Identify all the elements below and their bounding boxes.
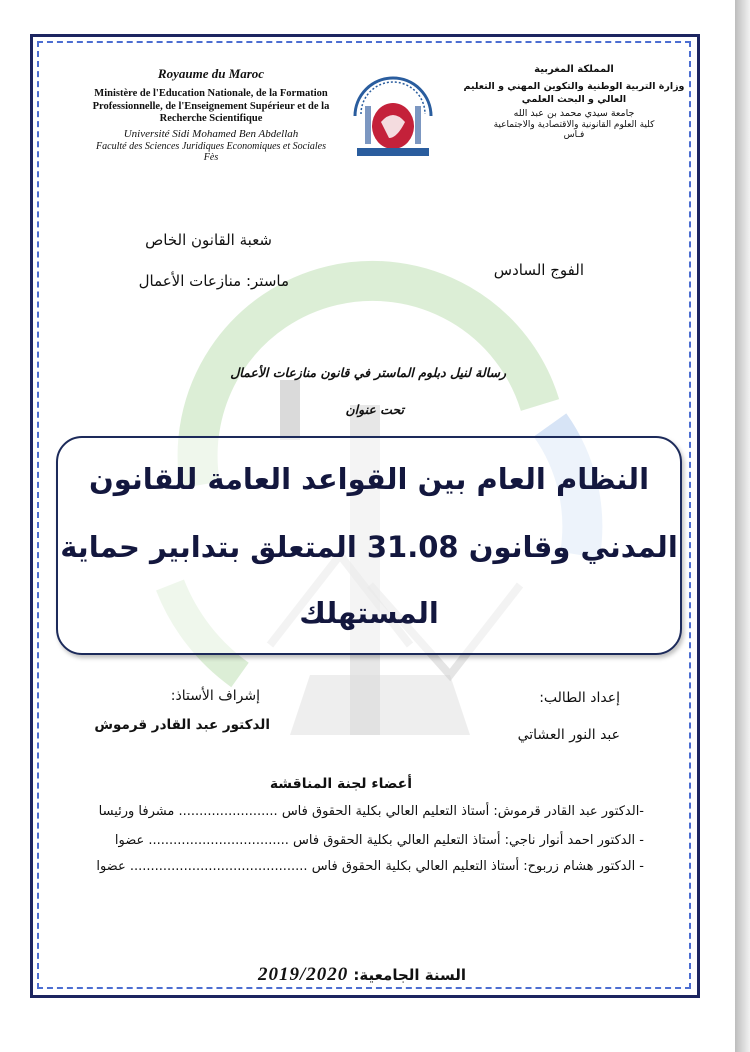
under-title-label: تحت عنوان [345,402,404,417]
member-dots: ........................................... [129,859,308,874]
header-ar [458,64,690,140]
ministry-ar: وزارة التربية الوطنية والتكوين المهني و التعليم العالي و البحث العلمي [463,81,685,105]
committee-member [99,804,644,819]
university-ar: جامعة سيدي محمد بن عبد الله [513,108,635,119]
department-label: شعبة القانون الخاص [145,231,272,249]
committee-title: أعضاء لجنة المناقشة [269,776,412,792]
member-text: - الدكتور هشام زربوح: أستاذ التعليم العالي بكلية الحقوق فاس [311,859,644,874]
thesis-for-label: رسالة لنيل دبلوم الماستر في قانون منازعات الأعمال [230,365,506,380]
member-dots: .................................. [148,833,289,848]
committee-member [115,833,644,848]
kingdom-fr: Royaume du Maroc [157,66,265,81]
faculty-ar: كلية العلوم القانونية والاقتصادية والاجتماعية [493,120,655,130]
supervisor-name: الدكتور عبد القادر قرموش [94,717,270,733]
member-role: عضوا [96,859,126,874]
student-name: عبد النور العشاتي [517,727,620,743]
supervision-label: إشراف الأستاذ: [170,688,260,704]
member-text: - الدكتور احمد أنوار ناجي: أستاذ التعليم العالي بكلية الحقوق فاس [293,833,644,848]
title-line-2: المدني وقانون 31.08 المتعلق بتدابير حماية [60,530,678,564]
thesis-title-box [56,436,682,655]
ministry-fr: Ministère de l'Education Nationale, de la Formation Professionnelle, de l'Enseignement Supérieur et de la Recherche Scientifique [92,88,330,124]
academic-year-value: 2019/2020 [258,964,349,985]
cohort-label: الفوج السادس [493,261,584,279]
city-ar: فـاس [563,130,585,140]
member-role: عضوا [114,833,145,848]
member-role: مشرفا ورئيسا [98,804,175,819]
student-label: إعداد الطالب: [539,690,620,706]
kingdom-ar: المملكة المغربية [534,64,614,75]
title-line-1: النظام العام بين القواعد العامة للقانون [88,462,650,496]
academic-year [258,964,466,986]
member-dots: ........................ [178,804,278,819]
member-text: -الدكتور عبد القادر قرموش: أستاذ التعليم العالي بكلية الحقوق فاس [281,804,644,819]
faculty-fr: Faculté des Sciences Juridiques Economiques et Sociales [96,140,326,152]
university-logo [343,64,443,164]
committee-member [96,859,644,874]
page-shadow [735,0,750,1052]
master-label: ماستر: منازعات الأعمال [138,272,289,290]
title-line-3: المستهلك [299,596,439,630]
university-fr: Université Sidi Mohamed Ben Abdellah [123,127,299,140]
academic-year-label: السنة الجامعية: [353,966,467,984]
city-fr: Fès [203,151,219,163]
header-fr [80,66,342,163]
